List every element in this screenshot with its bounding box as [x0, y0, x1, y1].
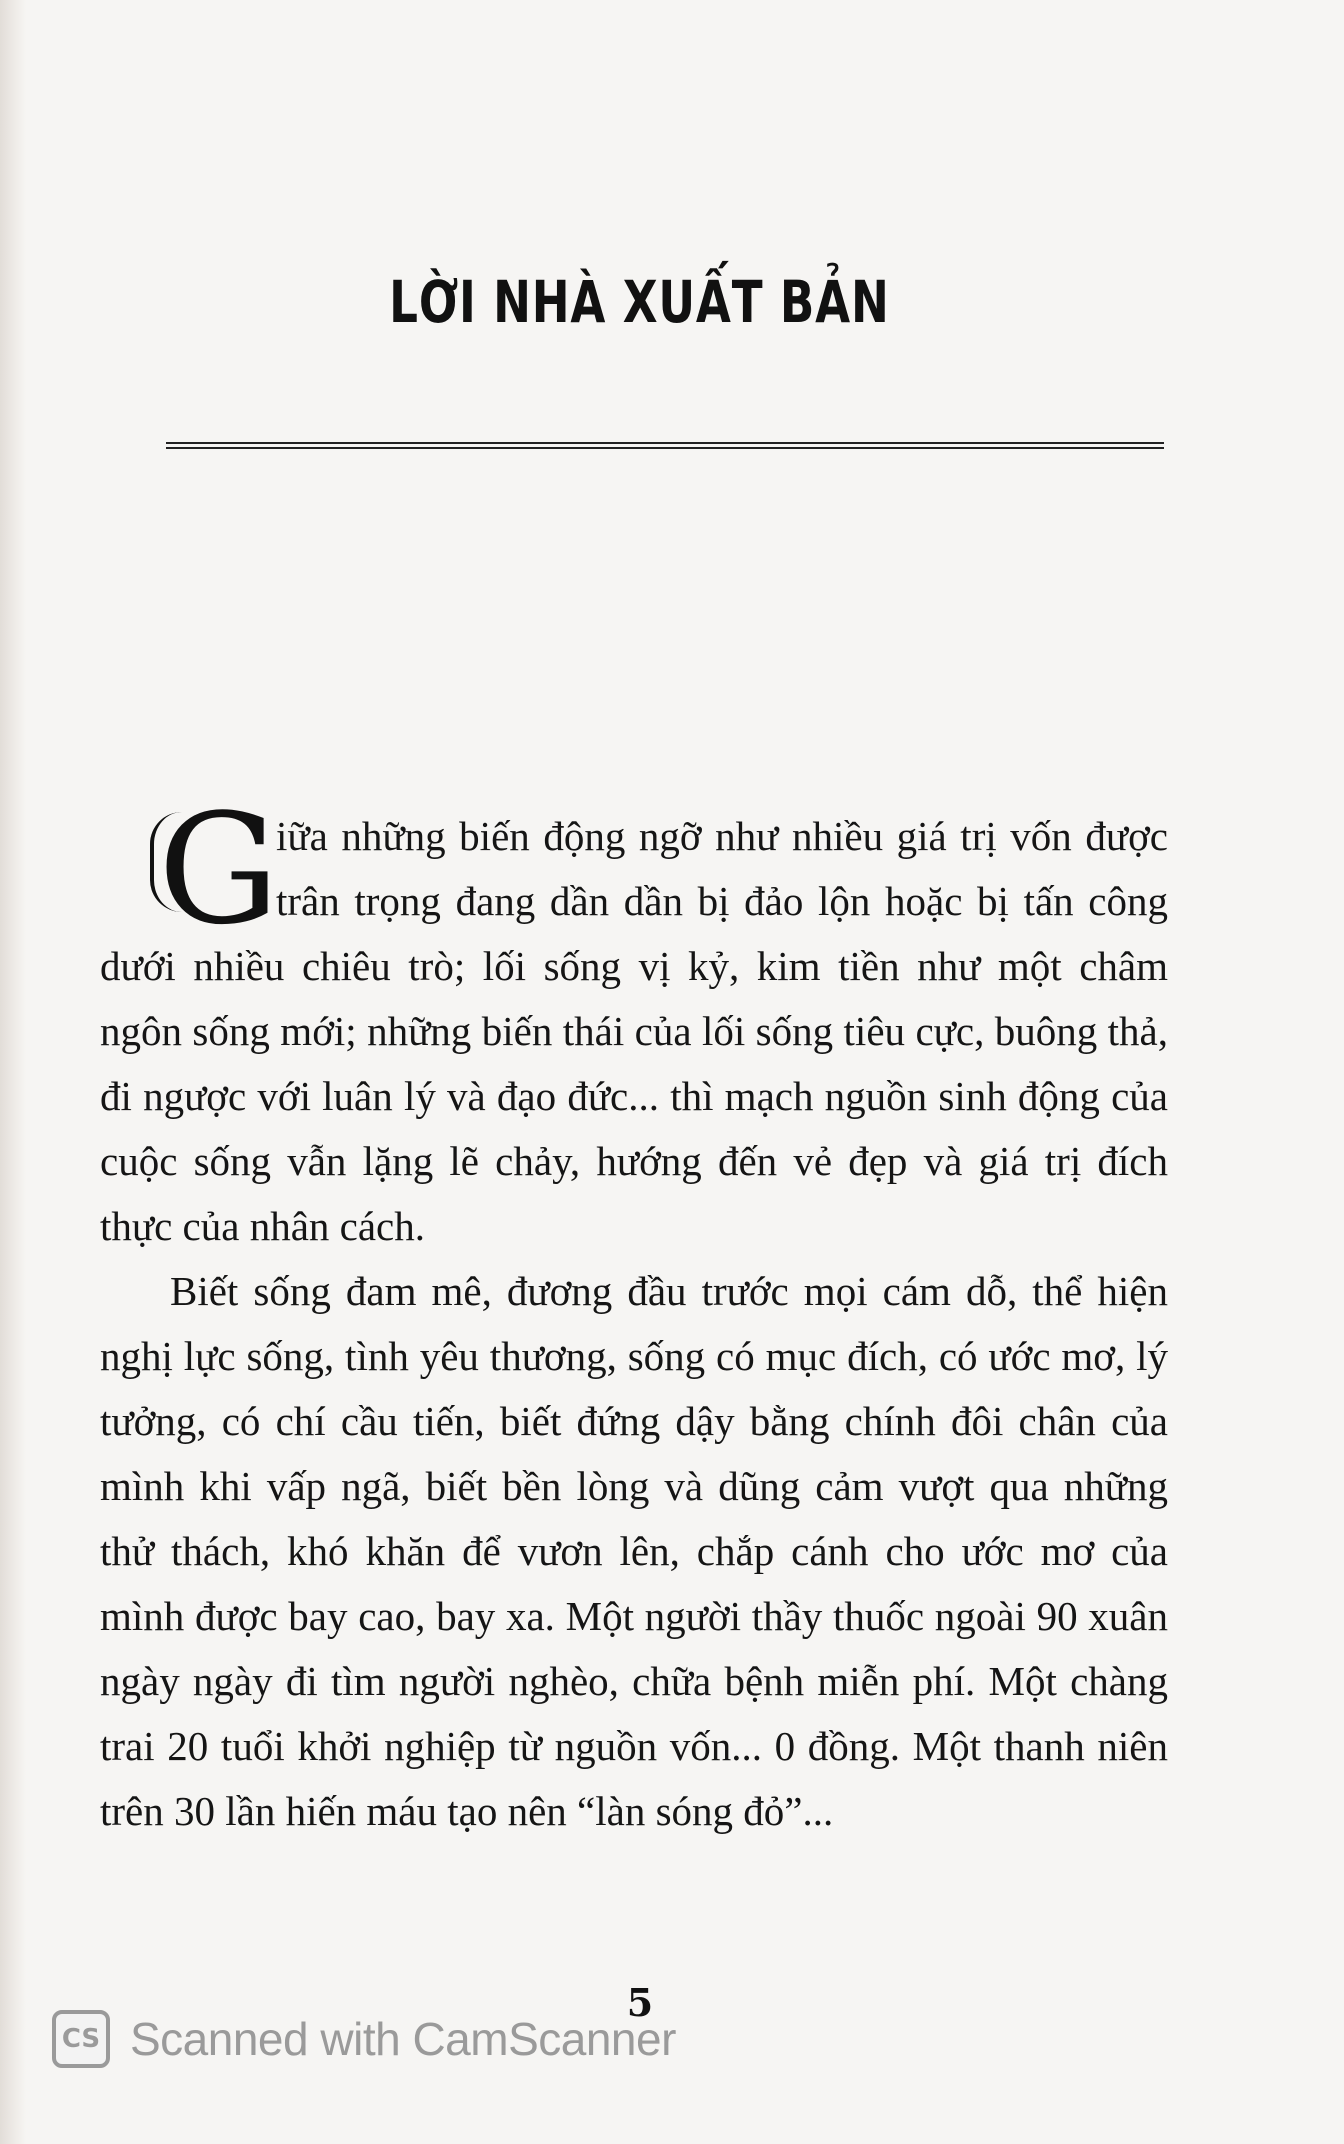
- body-text: [100, 804, 1168, 1844]
- title-divider: [166, 442, 1164, 449]
- page-title: LỜI NHÀ XUẤT BẢN: [389, 268, 890, 336]
- camscanner-watermark: [52, 2004, 676, 2074]
- watermark-text: Scanned with CamScanner: [130, 2013, 676, 2065]
- dropcap-space: [100, 808, 276, 926]
- dropcap-letter: G: [158, 781, 274, 958]
- paragraph-2: Biết sống đam mê, đương đầu trước mọi cám dỗ, thể hiện nghị lực sống, tình yêu thương, sống có mục đích, có ước mơ, lý tưởng, có chí cầu tiến, biết đứng dậy bằng chính đôi chân của mình khi vấp ngã, biết bền lòng và dũng cảm vượt qua những thử thách, khó khăn để vươn lên, chắp cánh cho ước mơ của mình được bay cao, bay xa. Một người thầy thuốc ngoài 90 xuân ngày ngày đi tìm người nghèo, chữa bệnh miễn phí. Một chàng trai 20 tuổi khởi nghiệp từ nguồn vốn... 0 đồng. Một thanh niên trên 30 lần hiến máu tạo nên “làn sóng đỏ”...: [100, 1268, 1168, 1834]
- paragraph-1: [100, 804, 1168, 1259]
- camscanner-logo-icon: CS: [52, 2010, 110, 2068]
- paragraph-1-text: iữa những biến động ngỡ như nhiều giá trị vốn được trân trọng đang dần dần bị đảo lộn hoặc bị tấn công dưới nhiều chiêu trò; lối sống vị kỷ, kim tiền như một châm ngôn sống mới; những biến thái của lối sống tiêu cực, buông thả, đi ngược với luân lý và đạo đức... thì mạch nguồn sinh động của cuộc sống vẫn lặng lẽ chảy, hướng đến vẻ đẹp và giá trị đích thực của nhân cách.: [100, 813, 1168, 1249]
- page-number: 5: [626, 1980, 654, 2025]
